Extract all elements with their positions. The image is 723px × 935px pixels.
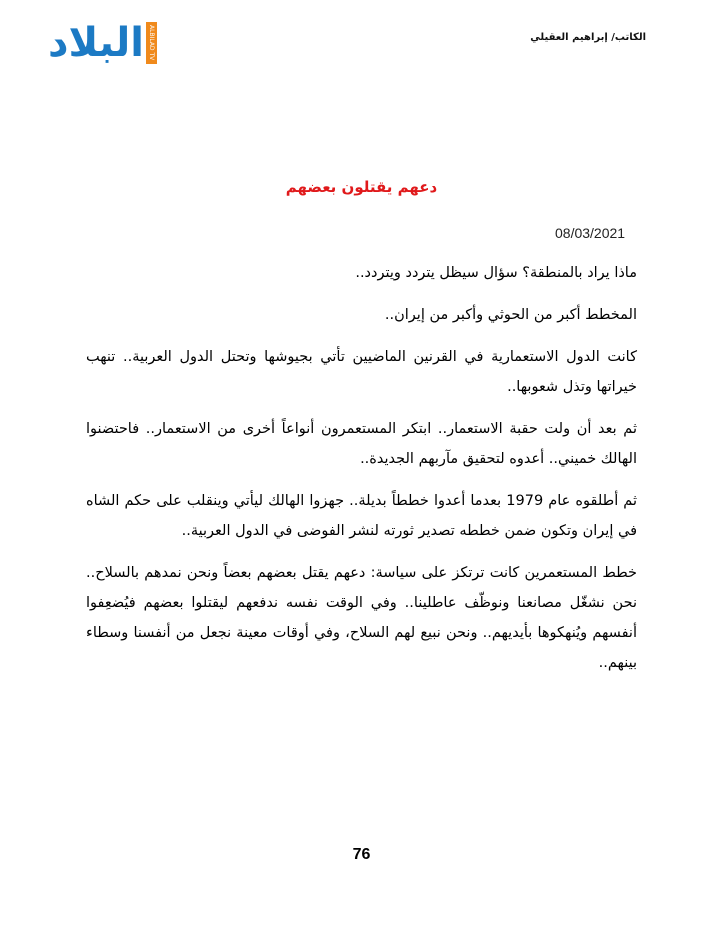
paragraph: ثم بعد أن ولت حقبة الاستعمار.. ابتكر المستعمرون أنواعاً أخرى من الاستعمار.. فاحتضنوا الهالك خميني.. أعدوه لتحقيق مآربهم الجديدة.. <box>86 421 637 467</box>
article-body <box>86 258 637 690</box>
author-line: الكاتب/ إبراهيم العقيلي <box>530 32 646 43</box>
paragraph: كانت الدول الاستعمارية في القرنين الماضيين تأتي بجيوشها وتحتل الدول العربية.. تنهب خيراتها وتذل شعوبها.. <box>86 349 637 395</box>
paragraph: ثم أطلقوه عام 1979 بعدما أعدوا خططاً بديلة.. جهزوا الهالك ليأتي وينقلب على حكم الشاه في إيران وتكون ضمن خططه تصدير ثورته لنشر الفوضى في الدول العربية.. <box>86 493 637 539</box>
paragraph: المخطط أكبر من الحوثي وأكبر من إيران.. <box>384 307 637 323</box>
paragraph: ماذا يراد بالمنطقة؟ سؤال سيظل يتردد ويتردد.. <box>355 265 637 281</box>
logo-tag: ALBILAD TV <box>146 22 157 64</box>
logo-wordmark: البلاد <box>48 20 144 66</box>
page-number: 76 <box>352 846 371 863</box>
albilad-logo <box>48 20 178 66</box>
article-title: دعهم يقتلون بعضهم <box>285 178 438 196</box>
article-date: 08/03/2021 <box>555 225 626 241</box>
paragraph: خطط المستعمرين كانت ترتكز على سياسة: دعهم يقتل بعضهم بعضاً ونحن نمدهم بالسلاح.. نحن نشغّل مصانعنا ونوظّف عاطلينا.. وفي الوقت نفسه ندفعهم ليقتلوا بعضهم فيُضعِفوا أنفسهم ويُنهكوها بأيديهم.. ونحن نبيع لهم السلاح، وفي أوقات معينة نجعل من أنفسنا وسطاء بينهم.. <box>86 565 637 671</box>
